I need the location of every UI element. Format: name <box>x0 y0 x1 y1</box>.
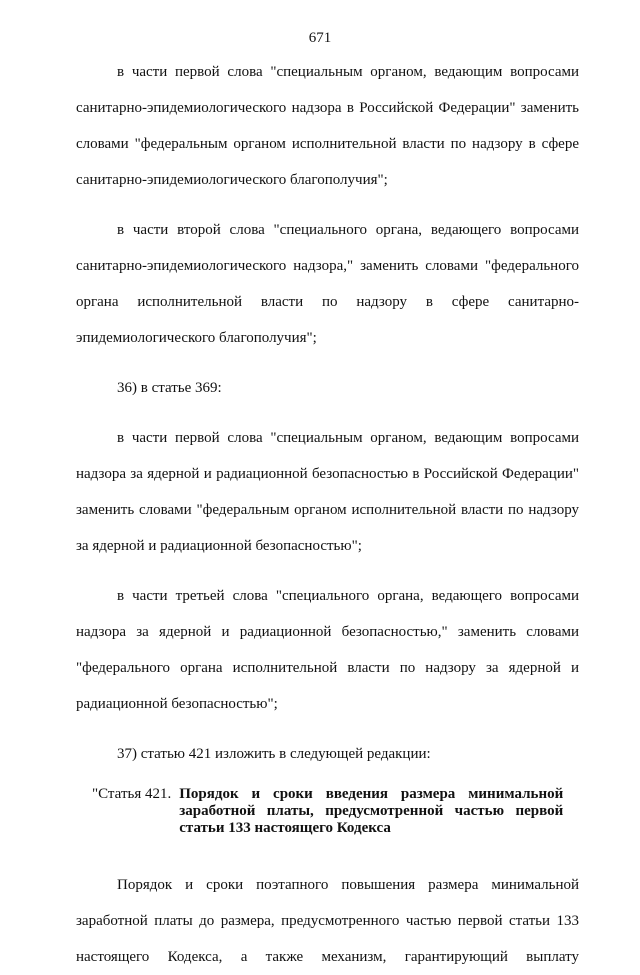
page-number: 671 <box>308 30 332 46</box>
article-title: Порядок и сроки введения размера минимальной заработной платы, предусмотренной частью первой статьи 133 настоящего Кодекса <box>179 786 564 836</box>
paragraph-1: в части первой слова "специальным органом, ведающим вопросами санитарно-эпидемиологического надзора в Российской Федерации" заменить словами "федеральным органом исполнительной власти по надзору в сфере санитарно-эпидемиологического благополучия"; <box>76 64 579 188</box>
article-heading <box>76 786 579 837</box>
paragraph-2: в части второй слова "специального органа, ведающего вопросами санитарно-эпидемиологического надзора," заменить словами "федерального органа исполнительной власти по надзору в сфере санитарно-эпидемиологического благополучия"; <box>76 222 579 346</box>
paragraph-final: Порядок и сроки поэтапного повышения размера минимальной заработной платы до размера, предусмотренного частью первой статьи 133 настоящего Кодекса, а также механизм, гарантирующий выплату <box>76 877 579 965</box>
paragraph-5: в части третьей слова "специального органа, ведающего вопросами надзора за ядерной и радиационной безопасностью," заменить словами "федерального органа исполнительной власти по надзору за ядерной и радиационной безопасностью"; <box>76 588 579 712</box>
paragraph-3: 36) в статье 369: <box>117 380 222 396</box>
paragraph-6: 37) статью 421 изложить в следующей редакции: <box>117 746 431 762</box>
document-body <box>76 54 579 975</box>
paragraph-4: в части первой слова "специальным органом, ведающим вопросами надзора за ядерной и радиационной безопасностью в Российской Федерации" заменить словами "федеральным органом исполнительной власти по надзору за ядерной и радиационной безопасностью"; <box>76 430 579 554</box>
article-label: "Статья 421. <box>92 786 172 802</box>
